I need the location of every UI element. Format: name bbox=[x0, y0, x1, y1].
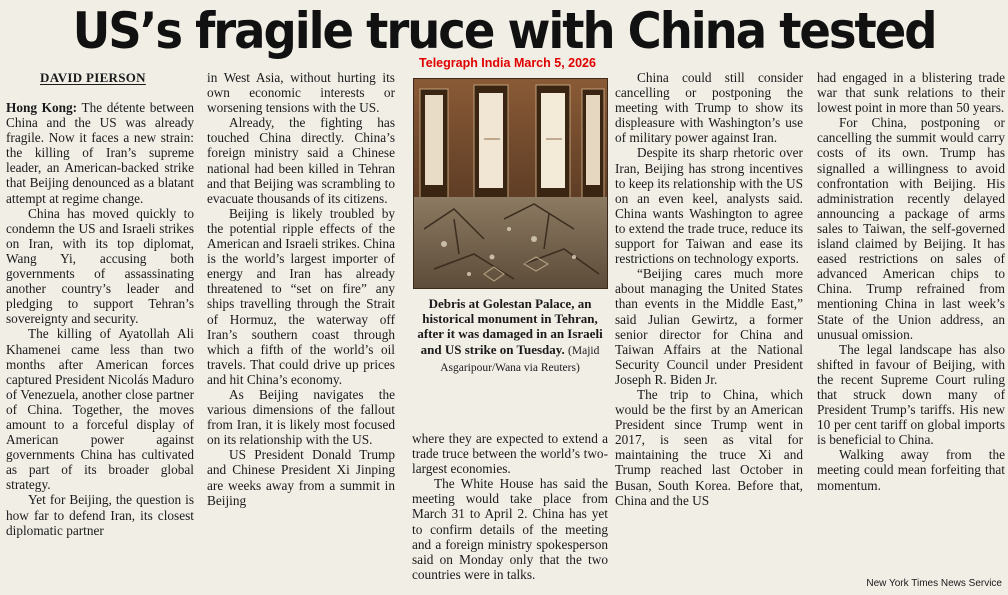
article-column-1 bbox=[6, 100, 194, 538]
paragraph: Yet for Beijing, the question is how far to defend Iran, its closest diplomatic partner bbox=[6, 492, 194, 538]
caption-text: Debris at Golestan Palace, an historical monument in Tehran, after it was damaged in an Israeli and US strike on Tuesday. bbox=[417, 296, 603, 357]
paragraph: The White House has said the meeting would take place from March 31 to April 2. China has yet to confirm details of the meeting and a foreign ministry spokesperson said on Monday only that the two countries were in talks. bbox=[412, 476, 608, 582]
paragraph: Despite its sharp rhetoric over Iran, Beijing has strong incentives to keep its relationship with the US on an even keel, analysts said. China wants Washington to agree to extend the trade truce, reduce its support for Taiwan and ease its restrictions on technology exports. bbox=[615, 145, 803, 267]
paragraph: As Beijing navigates the various dimensions of the fallout from Iran, it is likely most focused on its relationship with the US. bbox=[207, 386, 395, 448]
article-column-4 bbox=[615, 70, 803, 508]
paragraph bbox=[6, 100, 194, 206]
paragraph: The trip to China, which would be the first by an American President since Trump went in 2017, is seen as vital for maintaining the truce Xi and Trump reached last October in Busan, South Korea. Before that, China and the US bbox=[615, 386, 803, 508]
article-column-5 bbox=[817, 70, 1005, 493]
byline: DAVID PIERSON bbox=[40, 70, 146, 85]
paragraph: Walking away from the meeting could mean forfeiting that momentum. bbox=[817, 447, 1005, 493]
wire-service-credit: New York Times News Service bbox=[866, 578, 1002, 589]
headline: US’s fragile truce with China tested bbox=[72, 2, 936, 60]
paragraph: The killing of Ayatollah Ali Khamenei came less than two months after American forces captured President Nicolás Maduro of Venezuela, another close partner of China. Together, the moves amount to a forceful display of American power against governments China has cultivated as part of its broader global strategy. bbox=[6, 326, 194, 493]
paragraph: in West Asia, without hurting its own economic interests or worsening tensions with the US. bbox=[207, 70, 395, 116]
paragraph: “Beijing cares much more about managing the United States than events in the Middle East,” said Julian Gewirtz, a former senior director for China and Taiwan Affairs at the National Security Council under President Joseph R. Biden Jr. bbox=[615, 266, 803, 387]
source-tag: Telegraph India March 5, 2026 bbox=[419, 56, 596, 70]
photo-credit: (Majid Asgaripour/Wana via Reuters) bbox=[440, 344, 600, 374]
paragraph-text: The détente between China and the US was already fragile. Now it faces a new strain: the killing of Iran’s supreme leader, an American-backed strike that Beijing denounced as a blatant attempt at regime change. bbox=[6, 100, 194, 206]
paragraph: China could still consider cancelling or postponing the meeting with Trump to show its displeasure with Washington’s use of military power against Iran. bbox=[615, 70, 803, 146]
photo-caption bbox=[414, 296, 606, 376]
news-photo bbox=[413, 78, 608, 289]
paragraph: The legal landscape has also shifted in favour of Beijing, with the recent Supreme Court ruling that struck down many of President Trump’s tariffs. His new 10 per cent tariff on global imports is beneficial to China. bbox=[817, 341, 1005, 448]
article-column-2 bbox=[207, 70, 395, 508]
paragraph: Already, the fighting has touched China directly. China’s foreign ministry said a Chinese national had been killed in Tehran and that Beijing was scrambling to evacuate thousands of its citizens. bbox=[207, 115, 395, 206]
paragraph: where they are expected to extend a trade truce between the world’s two-largest economies. bbox=[412, 431, 608, 477]
dateline: Hong Kong: bbox=[6, 100, 78, 115]
article-column-3 bbox=[412, 431, 608, 582]
paragraph: had engaged in a blistering trade war that sunk relations to their lowest point in more than 50 years. bbox=[817, 70, 1005, 116]
palace-debris-illustration bbox=[414, 79, 607, 288]
paragraph: US President Donald Trump and Chinese President Xi Jinping are weeks away from a summit in Beijing bbox=[207, 447, 395, 508]
paragraph: China has moved quickly to condemn the US and Israeli strikes on Iran, with its top diplomat, Wang Yi, accusing both governments of assassinating another country’s leader and pledging to support Tehran’s sovereignty and security. bbox=[6, 205, 194, 327]
paragraph: Beijing is likely troubled by the potential ripple effects of the American and Israeli strikes. China is the world’s largest importer of energy and Iran has already threatened to “set on fire” any ships travelling through the Strait of Hormuz, the waterway off Iran’s southern coast through which a fifth of the world’s oil travels. That could drive up prices and hit China’s economy. bbox=[207, 205, 395, 387]
paragraph: For China, postponing or cancelling the summit would carry costs of its own. Trump has signalled a willingness to avoid confrontation with Beijing. His administration recently delayed announcing a package of arms sales to Taiwan, the self-governed island claimed by Beijing. It has eased restrictions on sales of advanced American chips to China. Trump refrained from mentioning China in last week’s State of the Union address, an unusual omission. bbox=[817, 115, 1005, 342]
